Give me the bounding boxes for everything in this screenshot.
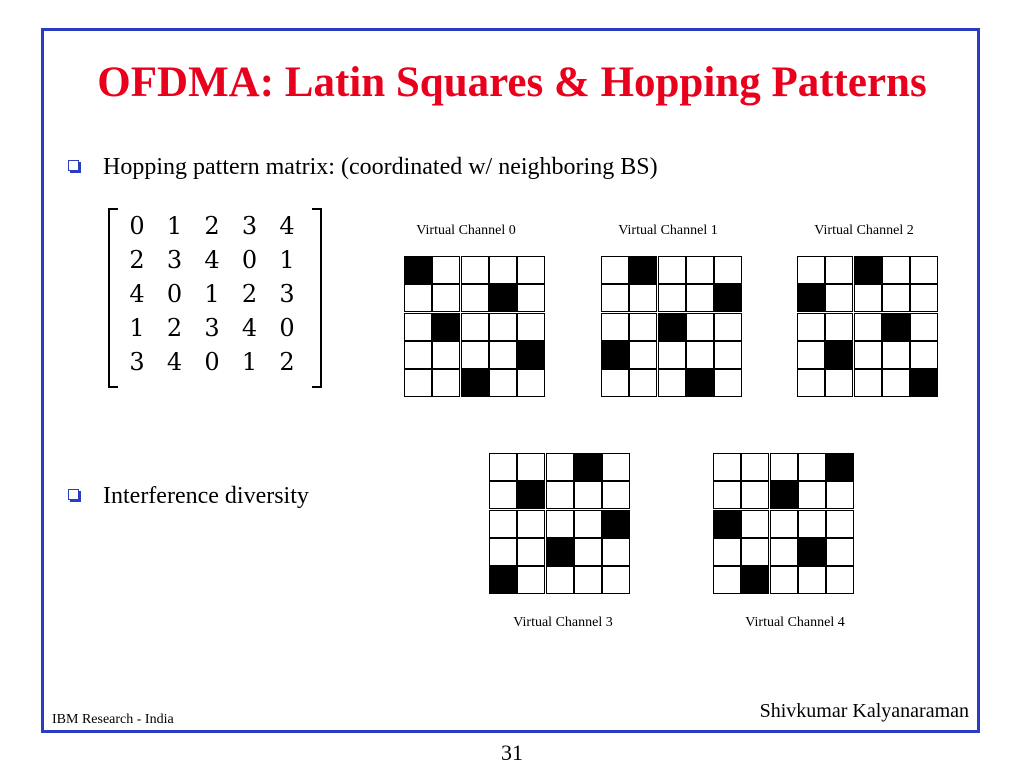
matrix-cell: 1 xyxy=(279,246,295,274)
grid-cell xyxy=(797,369,825,397)
grid-cell xyxy=(489,453,517,481)
grid-cell xyxy=(713,566,741,594)
grid-cell xyxy=(770,453,798,481)
grid-cell xyxy=(854,341,882,369)
grid-cell xyxy=(432,256,460,284)
grid-cell xyxy=(882,341,910,369)
grid-cell xyxy=(404,313,432,341)
grid-cell xyxy=(686,313,714,341)
footer-organization: IBM Research - India xyxy=(52,712,174,727)
grid-cell-filled xyxy=(601,341,629,369)
grid-cell-filled xyxy=(798,538,826,566)
page-number: 31 xyxy=(501,740,523,765)
grid-cell xyxy=(461,256,489,284)
matrix-right-bracket xyxy=(312,208,322,388)
matrix-cell: 2 xyxy=(241,280,258,308)
grid-cell-filled xyxy=(461,369,489,397)
grid-cell xyxy=(770,566,798,594)
grid-cell xyxy=(686,256,714,284)
hopping-matrix xyxy=(108,208,322,386)
grid-cell xyxy=(461,341,489,369)
grid-cell xyxy=(714,256,742,284)
virtual-channel-1-grid xyxy=(601,256,742,397)
grid-cell xyxy=(910,256,938,284)
virtual-channel-3-grid xyxy=(489,453,630,594)
grid-cell xyxy=(770,510,798,538)
grid-cell xyxy=(825,313,853,341)
grid-cell xyxy=(601,284,629,312)
grid-cell xyxy=(658,341,686,369)
grid-cell xyxy=(602,481,630,509)
grid-cell xyxy=(854,369,882,397)
grid-cell xyxy=(797,313,825,341)
grid-cell xyxy=(798,453,826,481)
grid-cell xyxy=(489,369,517,397)
grid-cell xyxy=(489,481,517,509)
grid-cell xyxy=(910,313,938,341)
grid-cell-filled xyxy=(517,341,545,369)
grid-cell xyxy=(517,313,545,341)
grid-cell xyxy=(404,369,432,397)
grid-cell-filled xyxy=(741,566,769,594)
matrix-cell: 4 xyxy=(204,246,220,274)
grid-cell xyxy=(741,510,769,538)
matrix-cell: 0 xyxy=(204,348,220,376)
grid-cell xyxy=(658,369,686,397)
virtual-channel-1-label: Virtual Channel 1 xyxy=(618,223,718,238)
grid-cell xyxy=(825,256,853,284)
grid-cell-filled xyxy=(714,284,742,312)
grid-cell xyxy=(517,453,545,481)
grid-cell xyxy=(602,538,630,566)
grid-cell-filled xyxy=(658,313,686,341)
matrix-cell: 4 xyxy=(166,348,183,376)
matrix-cell: 1 xyxy=(129,314,145,342)
grid-cell xyxy=(798,481,826,509)
grid-cell xyxy=(601,256,629,284)
grid-cell xyxy=(601,369,629,397)
grid-cell xyxy=(404,341,432,369)
grid-cell xyxy=(741,481,769,509)
virtual-channel-3-label: Virtual Channel 3 xyxy=(513,615,613,630)
grid-cell-filled xyxy=(854,256,882,284)
grid-cell xyxy=(658,284,686,312)
bullet-hopping-matrix xyxy=(68,154,658,181)
grid-cell xyxy=(546,566,574,594)
grid-cell xyxy=(741,538,769,566)
grid-cell xyxy=(798,510,826,538)
grid-cell-filled xyxy=(489,566,517,594)
grid-cell xyxy=(882,284,910,312)
matrix-cell: 4 xyxy=(241,314,258,342)
grid-cell xyxy=(854,284,882,312)
grid-cell-filled xyxy=(404,256,432,284)
grid-cell xyxy=(461,313,489,341)
grid-cell-filled xyxy=(797,284,825,312)
virtual-channel-2-label: Virtual Channel 2 xyxy=(814,223,914,238)
matrix-cell: 0 xyxy=(129,212,145,240)
grid-cell xyxy=(882,369,910,397)
grid-cell xyxy=(686,341,714,369)
matrix-cell: 1 xyxy=(166,212,183,240)
matrix-cell: 0 xyxy=(279,314,295,342)
grid-cell xyxy=(770,538,798,566)
grid-cell xyxy=(882,256,910,284)
grid-cell xyxy=(797,256,825,284)
grid-cell xyxy=(517,369,545,397)
grid-cell xyxy=(432,369,460,397)
grid-cell xyxy=(489,313,517,341)
grid-cell xyxy=(629,341,657,369)
grid-cell xyxy=(432,284,460,312)
grid-cell-filled xyxy=(432,313,460,341)
grid-cell xyxy=(404,284,432,312)
grid-cell-filled xyxy=(517,481,545,509)
grid-cell xyxy=(574,510,602,538)
grid-cell-filled xyxy=(602,510,630,538)
matrix-cell: 0 xyxy=(166,280,183,308)
grid-cell xyxy=(825,369,853,397)
grid-cell xyxy=(629,284,657,312)
grid-cell xyxy=(826,566,854,594)
grid-cell xyxy=(489,538,517,566)
grid-cell xyxy=(714,313,742,341)
grid-cell xyxy=(601,313,629,341)
grid-cell xyxy=(714,369,742,397)
grid-cell xyxy=(825,284,853,312)
matrix-cell: 1 xyxy=(241,348,258,376)
grid-cell xyxy=(517,566,545,594)
grid-cell xyxy=(910,341,938,369)
matrix-left-bracket xyxy=(108,208,118,388)
matrix-cell: 3 xyxy=(129,348,145,376)
grid-cell xyxy=(602,453,630,481)
matrix-cell: 0 xyxy=(241,246,258,274)
matrix-cell: 2 xyxy=(204,212,220,240)
grid-cell xyxy=(713,538,741,566)
virtual-channel-0-grid xyxy=(404,256,545,397)
virtual-channel-0-label: Virtual Channel 0 xyxy=(416,223,516,238)
virtual-channel-2-grid xyxy=(797,256,938,397)
grid-cell xyxy=(826,510,854,538)
footer-author: Shivkumar Kalyanaraman xyxy=(759,700,969,722)
grid-cell xyxy=(517,510,545,538)
matrix-cell: 2 xyxy=(279,348,295,376)
grid-cell xyxy=(432,341,460,369)
grid-cell xyxy=(517,538,545,566)
matrix-cell: 3 xyxy=(241,212,258,240)
slide-title: OFDMA: Latin Squares & Hopping Patterns xyxy=(97,59,927,106)
bullet-text: Hopping pattern matrix: (coordinated w/ neighboring BS) xyxy=(103,154,658,180)
grid-cell-filled xyxy=(489,284,517,312)
grid-cell xyxy=(826,538,854,566)
grid-cell xyxy=(854,313,882,341)
grid-cell xyxy=(713,481,741,509)
grid-cell xyxy=(713,453,741,481)
grid-cell xyxy=(489,256,517,284)
matrix-cell: 3 xyxy=(166,246,183,274)
grid-cell xyxy=(798,566,826,594)
grid-cell-filled xyxy=(629,256,657,284)
grid-cell xyxy=(629,369,657,397)
virtual-channel-4-grid xyxy=(713,453,854,594)
grid-cell-filled xyxy=(770,481,798,509)
grid-cell xyxy=(517,256,545,284)
grid-cell xyxy=(546,510,574,538)
square-bullet-icon xyxy=(68,160,79,171)
grid-cell xyxy=(658,256,686,284)
grid-cell xyxy=(461,284,489,312)
matrix-cell: 4 xyxy=(129,280,145,308)
grid-cell xyxy=(574,566,602,594)
grid-cell xyxy=(714,341,742,369)
matrix-cell: 3 xyxy=(204,314,220,342)
matrix-cell: 2 xyxy=(166,314,183,342)
grid-cell-filled xyxy=(910,369,938,397)
matrix-cell: 3 xyxy=(279,280,295,308)
virtual-channel-4-label: Virtual Channel 4 xyxy=(745,615,845,630)
grid-cell xyxy=(546,453,574,481)
grid-cell xyxy=(489,341,517,369)
square-bullet-icon xyxy=(68,489,79,500)
grid-cell xyxy=(546,481,574,509)
grid-cell-filled xyxy=(826,453,854,481)
grid-cell xyxy=(826,481,854,509)
grid-cell xyxy=(602,566,630,594)
grid-cell xyxy=(686,284,714,312)
grid-cell xyxy=(489,510,517,538)
grid-cell xyxy=(574,538,602,566)
bullet-text: Interference diversity xyxy=(103,483,309,509)
bullet-interference xyxy=(68,483,309,510)
grid-cell-filled xyxy=(825,341,853,369)
matrix-cell: 2 xyxy=(129,246,145,274)
grid-cell xyxy=(797,341,825,369)
grid-cell-filled xyxy=(713,510,741,538)
grid-cell xyxy=(517,284,545,312)
grid-cell xyxy=(629,313,657,341)
matrix-cell: 1 xyxy=(204,280,220,308)
grid-cell-filled xyxy=(882,313,910,341)
matrix-cell: 4 xyxy=(279,212,295,240)
grid-cell-filled xyxy=(546,538,574,566)
grid-cell xyxy=(741,453,769,481)
grid-cell-filled xyxy=(574,453,602,481)
grid-cell xyxy=(574,481,602,509)
grid-cell xyxy=(910,284,938,312)
grid-cell-filled xyxy=(686,369,714,397)
